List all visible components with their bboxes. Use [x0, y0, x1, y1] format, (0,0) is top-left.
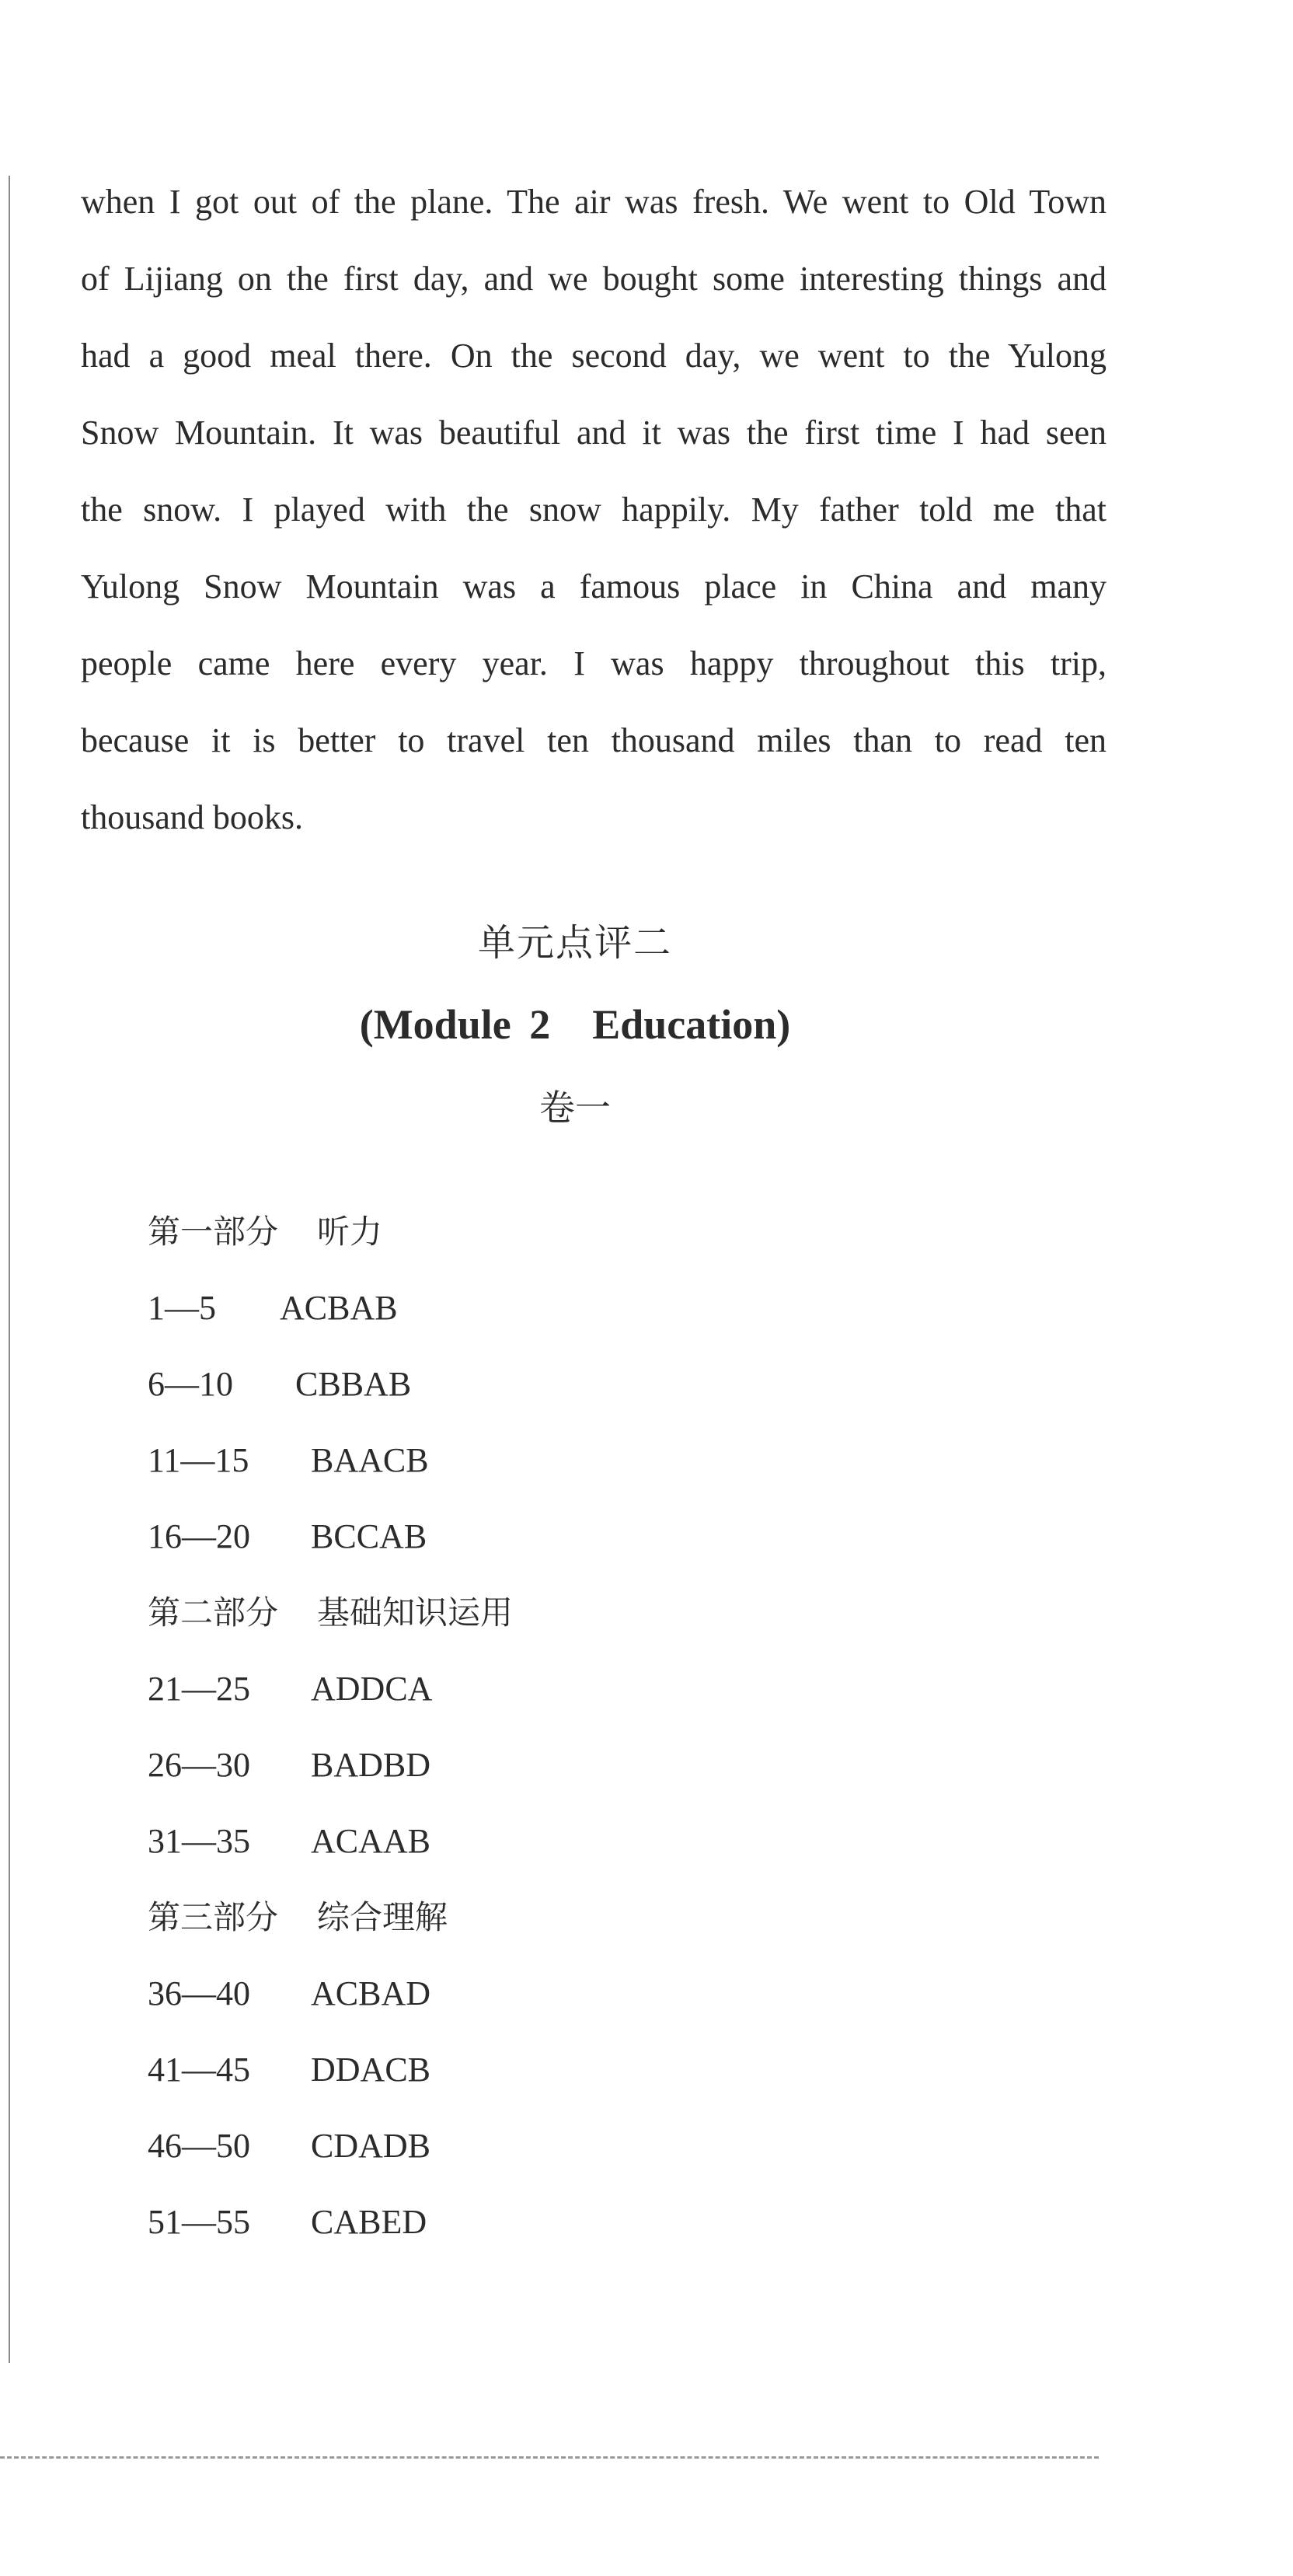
answer-row — [148, 2119, 847, 2195]
answer-letters: CBBAB — [295, 1365, 412, 1403]
answer-letters: CABED — [311, 2203, 427, 2241]
question-range: 31—35 — [148, 1822, 250, 1860]
answer-letters: ADDCA — [311, 1670, 433, 1708]
passage-line: of Lijiang on the first day, and we bought some interesting things and — [81, 260, 1107, 298]
answer-row — [148, 2043, 847, 2119]
passage-line: when I got out of the plane. The air was fresh. We went to Old Town — [81, 183, 1107, 221]
question-range: 46—50 — [148, 2127, 250, 2165]
question-range: 26—30 — [148, 1746, 250, 1784]
section-label: 第三部分 — [148, 1898, 279, 1936]
answer-row — [148, 1357, 847, 1433]
answer-letters: ACAAB — [311, 1822, 431, 1860]
question-range: 21—25 — [148, 1670, 250, 1708]
section-label: 第二部分 — [148, 1593, 279, 1632]
passage-line: Snow Mountain. It was beautiful and it was the first time I had seen — [81, 414, 1107, 452]
answer-letters: BCCAB — [311, 1517, 427, 1555]
question-range: 36—40 — [148, 1974, 250, 2012]
passage-line: Yulong Snow Mountain was a famous place in China and many — [81, 567, 1107, 606]
answer-row — [148, 1433, 847, 1510]
question-range: 16—20 — [148, 1517, 250, 1555]
answer-row — [148, 1510, 847, 1586]
volume-title: 卷一 — [539, 1087, 611, 1129]
answer-row — [148, 1814, 847, 1890]
answer-row — [148, 1662, 847, 1738]
passage-line: people came here every year. I was happy throughout this trip, — [81, 644, 1107, 682]
cut-line — [0, 2456, 1099, 2459]
section-heading — [148, 1890, 847, 1967]
question-range: 51—55 — [148, 2203, 250, 2241]
section-name: 综合理解 — [317, 1898, 448, 1936]
margin-rule — [9, 176, 10, 2363]
answer-row — [148, 1738, 847, 1814]
answer-key — [148, 1205, 847, 2271]
answer-letters: CDADB — [311, 2127, 431, 2165]
section-name: 基础知识运用 — [317, 1593, 514, 1632]
passage-line: the snow. I played with the snow happily. My father told me that — [81, 490, 1107, 529]
answer-row — [148, 1967, 847, 2043]
question-range: 11—15 — [148, 1441, 249, 1479]
section-heading — [148, 1586, 847, 1662]
answer-row — [148, 1281, 847, 1357]
question-range: 1—5 — [148, 1289, 216, 1327]
section-label: 第一部分 — [148, 1213, 279, 1251]
passage-line: thousand books. — [81, 798, 303, 836]
passage-text — [81, 174, 1107, 867]
module-title: (Module 2 Education) — [359, 1001, 791, 1048]
question-range: 41—45 — [148, 2051, 250, 2089]
answer-letters: BADBD — [311, 1746, 431, 1784]
section-name: 听力 — [317, 1213, 383, 1251]
answer-letters: BAACB — [311, 1441, 429, 1479]
section-heading — [148, 1205, 847, 1281]
passage-line: because it is better to travel ten thousand miles than to read ten — [81, 721, 1107, 759]
unit-title: 单元点评二 — [477, 921, 672, 965]
answer-letters: ACBAD — [311, 1974, 431, 2012]
answer-letters: ACBAB — [280, 1289, 398, 1327]
answer-row — [148, 2195, 847, 2271]
answer-letters: DDACB — [311, 2051, 431, 2089]
question-range: 6—10 — [148, 1365, 233, 1403]
passage-line: had a good meal there. On the second day, we went to the Yulong — [81, 337, 1107, 375]
